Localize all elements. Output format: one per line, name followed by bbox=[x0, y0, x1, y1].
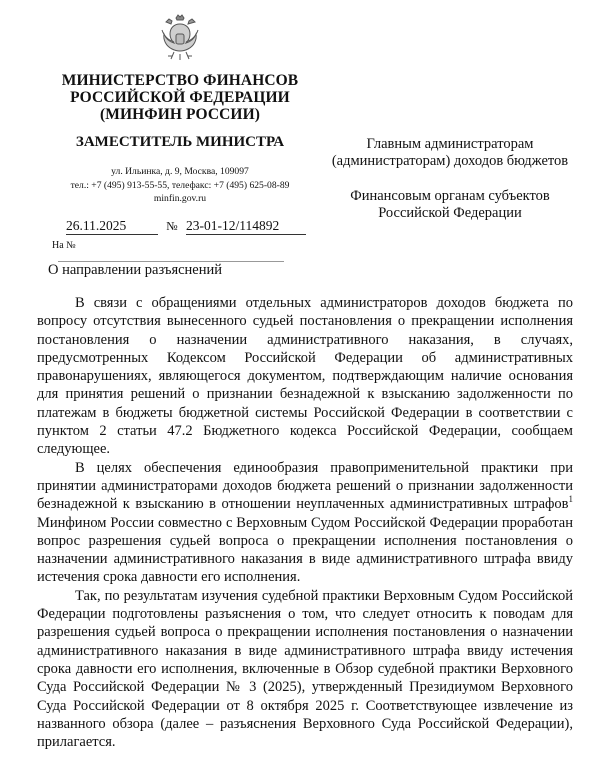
document-number: 23-01-12/114892 bbox=[186, 218, 306, 235]
paragraph-2-part-1: В целях обеспечения единообразия правоприменительной практики при принятии администраторами доходов бюджета решений о признании задолженности безнадежной к взысканию в отношении неуплаченных административных штрафов bbox=[37, 459, 573, 513]
reply-reference-blank bbox=[58, 251, 284, 262]
number-sign: № bbox=[166, 219, 178, 233]
ministry-name bbox=[40, 72, 320, 123]
registration-line bbox=[66, 218, 306, 235]
document-date: 26.11.2025 bbox=[66, 218, 158, 235]
ministry-website: minfin.gov.ru bbox=[153, 193, 207, 204]
ministry-phones: тел.: +7 (495) 913-55-55, телефакс: +7 (495) 625-08-89 bbox=[70, 179, 290, 191]
ministry-name-line-1: МИНИСТЕРСТВО ФИНАНСОВ bbox=[61, 72, 299, 89]
ministry-name-line-3: (МИНФИН РОССИИ) bbox=[100, 106, 260, 123]
reply-reference bbox=[52, 240, 306, 262]
recipient-1-line-2: (администраторам) доходов бюджетов bbox=[331, 153, 569, 169]
state-emblem-icon bbox=[158, 12, 202, 64]
ministry-address: ул. Ильинка, д. 9, Москва, 109097 bbox=[111, 166, 249, 177]
paragraph-1: В связи с обращениями отдельных администраторов доходов бюджета по вопросу отсутствия вынесенного судьей постановления о прекращении исполнения постановления о назначении административного наказания, в случаях, предусмотренных Кодексом Российской Федерации об административных правонарушениях, являющегося документом, подтверждающим наличие основания для принятия решений о признании безнадежной к взысканию задолженности по платежам в бюджеты бюджетной системы Российской Федерации в соответствии с пунктом 2 статьи 47.2 Бюджетного кодекса Российской Федерации, сообщаем следующее. bbox=[37, 295, 573, 458]
letter-body bbox=[37, 294, 573, 751]
paragraph-2-part-2: Минфином России совместно с Верховным Судом Российской Федерации проработан вопрос разрешения судьей вопроса о прекращении исполнения постановления о назначении административного наказания в виде административного штрафа ввиду истечения срока давности его исполнения. bbox=[37, 514, 573, 586]
footnote-marker[interactable]: 1 bbox=[568, 494, 573, 505]
ministry-name-line-2: РОССИЙСКОЙ ФЕДЕРАЦИИ bbox=[70, 89, 290, 106]
signatory-position: ЗАМЕСТИТЕЛЬ МИНИСТРА bbox=[75, 134, 285, 150]
ministry-address-block bbox=[40, 165, 320, 206]
recipient-block-1 bbox=[320, 136, 580, 170]
reply-reference-label: На № bbox=[52, 240, 76, 251]
recipient-2-line-2: Российской Федерации bbox=[378, 205, 522, 221]
document-subject: О направлении разъяснений bbox=[48, 262, 223, 278]
recipient-block-2 bbox=[320, 188, 580, 222]
recipient-2-line-1: Финансовым органам субъектов bbox=[350, 188, 550, 204]
paragraph-3: Так, по результатам изучения судебной практики Верховным Судом Российской Федерации подготовлены разъяснения о том, что следует относить к поводам для разрешения судьей вопроса о прекращении исполнения постановления о назначении административного наказания в виде административного штрафа ввиду истечения срока давности его исполнения, включенные в Обзор судебной практики Верховного Суда Российской Федерации № 3 (2025), утвержденный Президиумом Верховного Суда Российской Федерации от 8 октября 2025 г. Соответствующее извлечение из названного обзора (далее – разъяснения Верховного Суда Российской Федерации), прилагается. bbox=[37, 587, 573, 751]
recipient-1-line-1: Главным администраторам bbox=[366, 136, 534, 152]
paragraph-2 bbox=[37, 459, 573, 587]
